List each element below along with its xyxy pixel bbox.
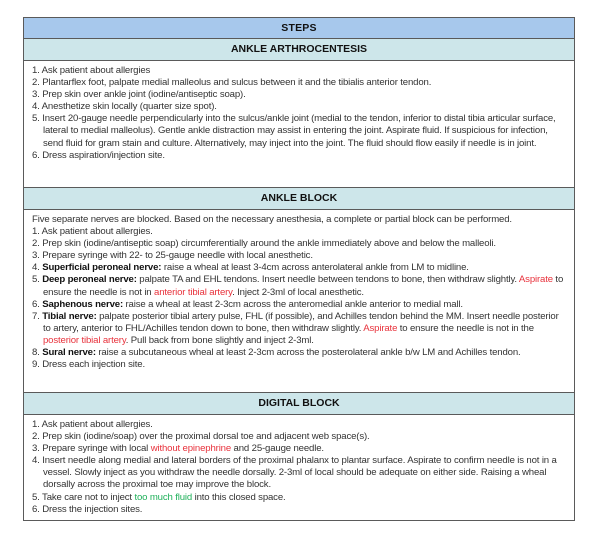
warning-text: without epinephrine — [150, 443, 232, 455]
warning-text: Aspirate — [363, 322, 398, 334]
list-item: 2. Prep skin (iodine/antiseptic soap) circumferentially around the ankle immediately above and below the malleoli. — [32, 238, 496, 250]
warning-text: posterior tibial artery — [43, 334, 126, 346]
nerve-name: Superficial peroneal nerve: — [42, 262, 162, 274]
list-item: 4. Insert needle along medial and lateral borders of the proximal phalanx to plantar surface. Aspirate to confirm needle is not in a vessel. Slowly inject as you withdraw the needle dorsally. 2-3ml of local should be adequate on either side. Raising a wheal dorsally across the proximal toe may improve the block. — [32, 455, 557, 491]
list-item-tibial: 7. Tibial nerve: palpate posterior tibial artery pulse, FHL (if possible), and Achilles tendon behind the MM. Insert needle posterior to artery, anterior to FHL/Achilles tendon down to bone, then withdraw slightly. Aspirate to ensure the needle is not in the posterior tibial artery. Pull back from bone slightly and inject 2-3ml. — [32, 310, 559, 346]
section-header-digital-block: DIGITAL BLOCK — [24, 393, 574, 415]
intro-text: Five separate nerves are blocked. Based on the necessary anesthesia, a complete or partial block can be performed. — [32, 214, 512, 225]
caution-text: too much fluid — [134, 491, 193, 503]
nerve-name: Sural nerve: — [42, 347, 96, 359]
nerve-name: Tibial nerve: — [42, 310, 97, 322]
nerve-name: Saphenous nerve: — [42, 298, 123, 310]
list-item: 3. Prepare syringe with 22- to 25-gauge needle with local anesthetic. — [32, 250, 313, 262]
list-item: 3. Prep skin over ankle joint (iodine/antiseptic soap). — [32, 89, 246, 101]
list-item: 1. Ask patient about allergies. — [32, 226, 153, 238]
list-item: 5. Take care not to inject too much fluid into this closed space. — [32, 491, 286, 503]
list-item: 9. Dress each injection site. — [32, 359, 145, 371]
list-item: 1. Ask patient about allergies — [32, 65, 151, 76]
list-item: 4. Anesthetize skin locally (quarter size spot). — [32, 101, 217, 113]
section-header-ankle-arthrocentesis: ANKLE ARTHROCENTESIS — [24, 39, 574, 61]
list-item: 5. Insert 20-gauge needle perpendicularly into the sulcus/ankle joint (medial to the tendon, inferior to distal tibia articular surface, lateral to medial malleolus). Gentle ankle distraction may assist in entering the joint. Aspirate fluid. If suspicious for infection, send fluid for gram stain and culture. Alternatively, may inject into the joint. The fluid should flow easily if needle is in joint. — [32, 113, 556, 149]
list-item-deep-peroneal: 5. Deep peroneal nerve: palpate TA and EHL tendons. Insert needle between tendons to bone, then withdraw slightly. Aspirate to ensure the needle is not in anterior tibial artery. Inject 2-3ml of local anesthetic. — [32, 274, 564, 298]
warning-text: Aspirate — [518, 274, 553, 286]
section-header-ankle-block: ANKLE BLOCK — [24, 188, 574, 210]
list-item: 2. Plantarflex foot, palpate medial malleolus and sulcus between it and the tibialis anterior tendon. — [32, 77, 432, 89]
list-item-superficial-peroneal: 4. Superficial peroneal nerve: raise a wheal at least 3-4cm across anterolateral ankle from LM to midline. — [32, 262, 469, 274]
section-body-ankle-arthrocentesis — [24, 61, 574, 188]
list-item: 2. Prep skin (iodine/soap) over the proximal dorsal toe and adjacent web space(s). — [32, 431, 370, 443]
table-header-steps: STEPS — [24, 18, 574, 39]
section-body-digital-block — [24, 415, 574, 520]
list-item: 1. Ask patient about allergies. — [32, 419, 153, 430]
list-item: 6. Dress aspiration/injection site. — [32, 149, 165, 161]
list-item: 6. Dress the injection sites. — [32, 503, 143, 515]
warning-text: anterior tibial artery — [154, 286, 233, 298]
nerve-name: Deep peroneal nerve: — [42, 274, 137, 286]
steps-table — [23, 17, 575, 521]
list-item-saphenous: 6. Saphenous nerve: raise a wheal at least 2-3cm across the anteromedial ankle anterior to medial mall. — [32, 298, 463, 310]
list-item-sural: 8. Sural nerve: raise a subcutaneous wheal at least 2-3cm across the posterolateral ankle b/w LM and Achilles tendon. — [32, 347, 521, 359]
section-body-ankle-block — [24, 210, 574, 393]
list-item: 3. Prepare syringe with local without epinephrine and 25-gauge needle. — [32, 443, 324, 455]
